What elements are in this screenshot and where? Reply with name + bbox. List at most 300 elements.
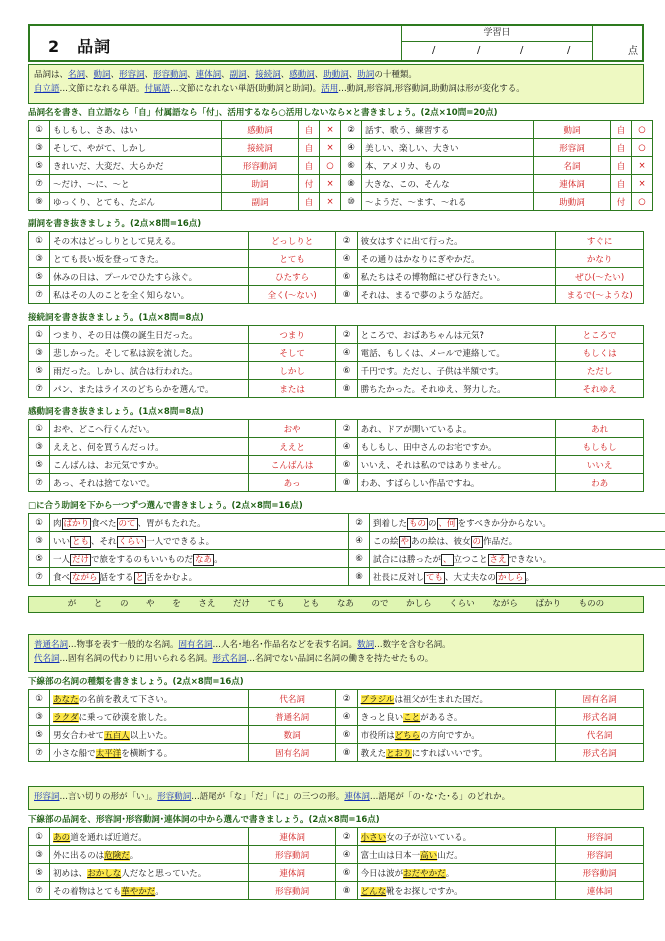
question-text xyxy=(370,532,665,550)
table-row xyxy=(29,438,644,456)
question-number: ⑦ xyxy=(29,474,50,492)
section4-table xyxy=(28,419,644,492)
sentence-part: 作品だ。 xyxy=(483,536,518,547)
answer: それゆえ xyxy=(556,380,644,398)
question-number: ③ xyxy=(29,344,50,362)
word-bank-item: くらい xyxy=(449,599,475,609)
sentence-part: 山だ。 xyxy=(437,850,463,861)
question-number: ④ xyxy=(336,250,357,268)
answer-conjugation: ○ xyxy=(320,157,341,175)
answer: つまり xyxy=(248,326,336,344)
question-number: ④ xyxy=(336,708,357,726)
answer: 形容詞 xyxy=(556,846,644,864)
question-number: ⑦ xyxy=(29,380,50,398)
sentence-part: 肉 xyxy=(53,518,62,529)
question-text xyxy=(50,828,249,846)
sentence-part: 市役所は xyxy=(360,730,395,741)
sentence-part: 食べた xyxy=(91,518,117,529)
section5-table xyxy=(28,513,665,586)
table-row xyxy=(29,380,644,398)
table-row xyxy=(29,121,653,139)
intro-text: 品詞は、 xyxy=(34,70,69,80)
date-slashes xyxy=(402,42,592,60)
word-bank-item: とも xyxy=(302,599,320,609)
intro-text: …語尾が「の･な･た･る」のどれか。 xyxy=(369,792,511,802)
sentence-part: 、それ xyxy=(91,536,117,547)
intro-text: の十種類。 xyxy=(374,70,417,80)
table-row xyxy=(29,690,644,708)
question-number: ③ xyxy=(29,532,50,550)
table-row xyxy=(29,362,644,380)
sentence-part: あの絵は、彼女 xyxy=(411,536,471,547)
particle-box: 、何 xyxy=(438,518,456,529)
answer-independence: 付 xyxy=(611,193,632,211)
table-row xyxy=(29,550,665,568)
answer: いいえ xyxy=(556,456,644,474)
question-number: ⑥ xyxy=(341,157,362,175)
question-text: 休みの日は、プールでひたすら泳ぐ。 xyxy=(50,268,249,286)
highlighted-word: おだやかだ xyxy=(403,868,446,879)
question-text xyxy=(50,532,349,550)
answer: 感動詞 xyxy=(222,121,299,139)
answer: 固有名詞 xyxy=(556,690,644,708)
answer: 形容動詞 xyxy=(556,864,644,882)
sentence-part: 一人でできるよ。 xyxy=(146,536,215,547)
particle-word-bank xyxy=(28,596,644,613)
question-number: ⑧ xyxy=(349,568,370,586)
sentence-part: 小さな船で xyxy=(53,748,96,759)
sentence-part: 社長に反対し xyxy=(373,572,425,583)
answer: 連体詞 xyxy=(534,175,611,193)
sentence-part: の方向ですか。 xyxy=(420,730,480,741)
question-text: 大きな、この、そんな xyxy=(362,175,534,193)
question-text: あれ、ドアが開いているよ。 xyxy=(357,420,556,438)
sentence-part: の名前を教えて下さい。 xyxy=(78,694,173,705)
intro-text: …文節になれる単語。 xyxy=(59,84,145,94)
keyword: 形容動詞 xyxy=(153,70,188,80)
answer: ぜひ(～たい) xyxy=(556,268,644,286)
answer: かなり xyxy=(556,250,644,268)
section6-heading: 下線部の名詞の種類を書きましょう。(2点×8問=16点) xyxy=(28,677,244,687)
answer-independence: 自 xyxy=(299,193,320,211)
question-number: ① xyxy=(29,690,50,708)
question-text xyxy=(357,690,556,708)
answer: 連体詞 xyxy=(556,882,644,900)
answer-independence: 自 xyxy=(611,121,632,139)
highlighted-word: とおり xyxy=(386,748,412,759)
question-number: ① xyxy=(29,326,50,344)
question-text xyxy=(357,744,556,762)
answer: しかし xyxy=(248,362,336,380)
question-number: ⑥ xyxy=(349,550,370,568)
answer-conjugation: × xyxy=(320,139,341,157)
question-text: そして、やがて、しかし xyxy=(50,139,222,157)
question-number: ⑤ xyxy=(29,456,50,474)
sentence-part: 道を通れば近道だ。 xyxy=(70,832,147,843)
question-number: ⑤ xyxy=(29,864,50,882)
question-text xyxy=(370,514,665,532)
word-bank-item: ばかり xyxy=(535,599,562,609)
table-row xyxy=(29,846,644,864)
answer: ええと xyxy=(248,438,336,456)
keyword: 連体詞 xyxy=(344,792,370,802)
question-text xyxy=(50,864,249,882)
section5-heading: □に合う助詞を下から一つずつ選んで書きましょう。(2点×8問=16点) xyxy=(28,501,303,511)
date-label: 学習日 xyxy=(402,26,592,42)
question-number: ⑥ xyxy=(336,456,357,474)
particle-box: と xyxy=(135,572,145,583)
word-bank-item: が xyxy=(67,599,77,609)
intro-text: 、 xyxy=(280,70,290,80)
question-text: 勝ちたかった。それゆえ、努力した。 xyxy=(357,380,556,398)
keyword: 形容詞 xyxy=(34,792,60,802)
sentence-part: きっと良い xyxy=(360,712,404,723)
keyword: 形式名詞 xyxy=(212,654,247,664)
sentence-part: 富士山は日本一 xyxy=(360,850,421,861)
question-number: ② xyxy=(341,121,362,139)
answer-conjugation: × xyxy=(632,175,653,193)
question-number: ⑦ xyxy=(29,744,50,762)
word-bank-item: ても xyxy=(267,599,285,609)
question-number: ④ xyxy=(349,532,370,550)
sentence-part: 舌をかむよ。 xyxy=(146,572,198,583)
particle-box: さえ xyxy=(489,554,507,565)
table-row xyxy=(29,568,665,586)
date-slash: / xyxy=(432,45,436,56)
answer: もしくは xyxy=(556,344,644,362)
answer: ひたすら xyxy=(248,268,336,286)
intro-text: 、 xyxy=(348,70,358,80)
keyword: 形容詞 xyxy=(119,70,145,80)
question-number: ④ xyxy=(336,344,357,362)
sentence-part: 靴をお探しですか。 xyxy=(386,886,463,897)
noun-intro-line-2 xyxy=(34,652,638,666)
section6-table xyxy=(28,689,644,762)
question-number: ④ xyxy=(336,438,357,456)
keyword: 接続詞 xyxy=(255,70,281,80)
highlighted-word: 高い xyxy=(420,850,438,861)
word-bank-item: かしら xyxy=(406,599,432,609)
answer-conjugation: ○ xyxy=(632,121,653,139)
question-text: わあ、すばらしい作品ですね。 xyxy=(357,474,556,492)
question-number: ⑦ xyxy=(29,175,50,193)
keyword: 代名詞 xyxy=(34,654,60,664)
section7-heading: 下線部の品詞を、形容詞･形容動詞･連体詞の中から選んで書きましょう。(2点×8問=16点) xyxy=(28,815,380,825)
question-text xyxy=(357,864,556,882)
question-text: その通りはかなりにぎやかだ。 xyxy=(357,250,556,268)
section1-table xyxy=(28,120,653,211)
question-text xyxy=(357,882,556,900)
word-bank-item: を xyxy=(172,599,181,609)
question-text: おや、どこへ行くんだい。 xyxy=(50,420,249,438)
question-text: いいえ、それは私のではありません。 xyxy=(357,456,556,474)
answer-independence: 自 xyxy=(611,139,632,157)
keyword: 名詞 xyxy=(68,70,86,80)
highlighted-word: 五百人 xyxy=(104,730,130,741)
answer: すぐに xyxy=(556,232,644,250)
answer-independence: 自 xyxy=(299,121,320,139)
sentence-part: 。 xyxy=(155,886,164,897)
keyword: 感動詞 xyxy=(289,70,315,80)
sentence-part: 。 xyxy=(525,572,535,583)
table-row xyxy=(29,344,644,362)
question-number: ⑧ xyxy=(336,744,357,762)
intro-box xyxy=(28,64,644,104)
particle-box: や xyxy=(400,536,410,547)
table-row xyxy=(29,232,644,250)
keyword: 付属語 xyxy=(144,84,171,94)
sentence-part: 以上いた。 xyxy=(129,730,173,741)
word-bank-item: ながら xyxy=(492,599,518,609)
answer-conjugation: ○ xyxy=(632,139,653,157)
table-row xyxy=(29,250,644,268)
answer: ただし xyxy=(556,362,644,380)
question-text: ～ようだ、～ます、～れる xyxy=(362,193,534,211)
sentence-part: 立つこと xyxy=(453,554,488,565)
sentence-part: 女の子が泣いている。 xyxy=(386,832,472,843)
answer: 普通名詞 xyxy=(248,708,336,726)
keyword: 固有名詞 xyxy=(178,640,213,650)
table-row xyxy=(29,326,644,344)
answer: 動詞 xyxy=(534,121,611,139)
question-text: とても長い坂を登ってきた。 xyxy=(50,250,249,268)
question-text xyxy=(50,744,249,762)
keyword: 連体詞 xyxy=(195,70,222,80)
answer-conjugation: × xyxy=(320,193,341,211)
particle-box: ながら xyxy=(72,572,98,583)
answer: 副詞 xyxy=(222,193,299,211)
intro-text: 、 xyxy=(246,70,256,80)
question-number: ④ xyxy=(341,139,362,157)
question-number: ⑧ xyxy=(336,286,357,304)
question-number: ⑦ xyxy=(29,882,50,900)
question-number: ③ xyxy=(29,250,50,268)
intro-text: 、 xyxy=(85,70,94,80)
question-text: もしもし、田中さんのお宅ですか。 xyxy=(357,438,556,456)
question-number: ② xyxy=(336,232,357,250)
answer: あっ xyxy=(248,474,336,492)
particle-box: 、 xyxy=(443,554,452,565)
answer: 固有名詞 xyxy=(248,744,336,762)
question-number: ⑦ xyxy=(29,286,50,304)
question-text: ところで、おばあちゃんは元気? xyxy=(357,326,556,344)
answer-independence: 付 xyxy=(299,175,320,193)
answer: そして xyxy=(248,344,336,362)
question-text xyxy=(50,726,249,744)
sentence-part: 試合には勝ったが xyxy=(373,554,442,565)
question-number: ⑩ xyxy=(341,193,362,211)
intro-text: …物事を表す一般的な名詞。 xyxy=(68,640,179,650)
date-slash: / xyxy=(567,45,571,56)
intro-text: 、 xyxy=(314,70,324,80)
intro-text: 、 xyxy=(144,70,154,80)
answer-independence: 自 xyxy=(611,175,632,193)
highlighted-word: 危険だ xyxy=(104,850,130,861)
highlighted-word: おかしな xyxy=(87,868,122,879)
particle-box: なあ xyxy=(195,554,213,565)
intro-text: …動詞,形容詞,形容動詞,助動詞は形が変化する。 xyxy=(338,84,525,94)
word-bank-item: ので xyxy=(371,599,389,609)
sentence-part: 、大丈夫なの xyxy=(445,572,497,583)
keyword: 助詞 xyxy=(357,70,375,80)
question-text: 話す、歌う、練習する xyxy=(362,121,534,139)
header-box xyxy=(28,24,644,62)
table-row xyxy=(29,193,653,211)
sentence-part: 。 xyxy=(129,850,139,861)
table-row xyxy=(29,514,665,532)
question-text: つまり、その日は僕の誕生日だった。 xyxy=(50,326,249,344)
question-number: ⑤ xyxy=(29,268,50,286)
intro-text: 、 xyxy=(221,70,230,80)
word-bank-item: と xyxy=(93,599,103,609)
sentence-part: 初めは、 xyxy=(53,868,88,879)
particle-box: とも xyxy=(72,536,90,547)
section1-heading: 品詞名を書き、自立語なら「自」付属語なら「付」、活用するなら○活用しないなら×と書きましょう。(2点×10問=20点) xyxy=(28,108,498,118)
question-number: ② xyxy=(336,420,357,438)
question-number: ② xyxy=(349,514,370,532)
question-number: ⑥ xyxy=(336,362,357,380)
intro-text: …名詞でない品詞に名詞の働きを持たせたもの。 xyxy=(246,654,434,664)
question-text: きれいだ、大変だ、大らかだ xyxy=(50,157,222,175)
question-number: ⑧ xyxy=(336,882,357,900)
question-number: ⑤ xyxy=(29,726,50,744)
answer: 数詞 xyxy=(248,726,336,744)
highlighted-word: 太平洋 xyxy=(95,748,122,759)
question-text: その木はどっしりとして見える。 xyxy=(50,232,249,250)
answer: もしもし xyxy=(556,438,644,456)
question-text: 美しい、楽しい、大きい xyxy=(362,139,534,157)
answer: 形容動詞 xyxy=(248,846,336,864)
answer: 助詞 xyxy=(222,175,299,193)
word-bank-item: だけ xyxy=(233,599,251,609)
answer-independence: 自 xyxy=(611,157,632,175)
sentence-part: 話をする xyxy=(99,572,134,583)
answer: あれ xyxy=(556,420,644,438)
sentence-part: 今日は波が xyxy=(360,868,404,879)
table-row xyxy=(29,420,644,438)
highlighted-word: こと xyxy=(403,712,421,723)
sentence-part: 到着した xyxy=(373,518,408,529)
question-text: あっ、それは捨てないで。 xyxy=(50,474,249,492)
question-text: 千円です。ただし、子供は半額です。 xyxy=(357,362,556,380)
question-text xyxy=(50,550,349,568)
score-suffix: 点 xyxy=(628,46,638,57)
answer-independence: 自 xyxy=(299,157,320,175)
question-text: 本、アメリカ、もの xyxy=(362,157,534,175)
table-row xyxy=(29,268,644,286)
question-number: ① xyxy=(29,121,50,139)
answer: 接続詞 xyxy=(222,139,299,157)
particle-box: のて xyxy=(118,518,136,529)
table-row xyxy=(29,532,665,550)
answer: 形容動詞 xyxy=(222,157,299,175)
question-number: ① xyxy=(29,514,50,532)
question-number: ③ xyxy=(29,139,50,157)
answer: こんばんは xyxy=(248,456,336,474)
sentence-part: に乗って砂漠を旅した。 xyxy=(78,712,173,723)
sentence-part: 一人 xyxy=(53,554,71,565)
question-number: ④ xyxy=(336,846,357,864)
question-number: ⑤ xyxy=(29,157,50,175)
answer: とても xyxy=(248,250,336,268)
particle-box: ても xyxy=(426,572,444,583)
section4-heading: 感動詞を書き抜きましょう。(1点×8問=8点) xyxy=(28,407,204,417)
section2-heading: 副詞を書き抜きましょう。(2点×8問=16点) xyxy=(28,219,202,229)
sentence-part: 、胃がもたれた。 xyxy=(137,518,206,529)
intro-text: 、 xyxy=(110,70,120,80)
particle-box: かしら xyxy=(498,572,524,583)
question-number: ⑥ xyxy=(336,726,357,744)
page-title: 2 品詞 xyxy=(48,37,112,56)
answer: 連体詞 xyxy=(248,828,336,846)
question-number: ① xyxy=(29,232,50,250)
question-number: ② xyxy=(336,326,357,344)
question-number: ⑨ xyxy=(29,193,50,211)
question-number: ⑧ xyxy=(336,380,357,398)
sentence-part: で旅をするのもいいものだ xyxy=(91,554,194,565)
question-number: ③ xyxy=(29,708,50,726)
answer: 形容動詞 xyxy=(248,882,336,900)
question-number: ⑦ xyxy=(29,568,50,586)
question-number: ⑤ xyxy=(29,362,50,380)
sentence-part: があるさ。 xyxy=(420,712,463,723)
question-text: ～だけ、～に、～と xyxy=(50,175,222,193)
question-number: ⑧ xyxy=(336,474,357,492)
sentence-part: の xyxy=(428,518,437,529)
sentence-part: できない。 xyxy=(508,554,552,565)
highlighted-word: あなた xyxy=(53,694,79,705)
question-text xyxy=(50,690,249,708)
question-text: パン、またはライスのどちらかを選んで。 xyxy=(50,380,249,398)
particle-box: もの xyxy=(409,518,427,529)
question-number: ② xyxy=(336,690,357,708)
answer-conjugation: × xyxy=(632,157,653,175)
table-row xyxy=(29,828,644,846)
question-text xyxy=(370,568,665,586)
intro-line-1 xyxy=(34,68,638,82)
keyword: 形容動詞 xyxy=(157,792,192,802)
answer: 連体詞 xyxy=(248,864,336,882)
question-text xyxy=(50,708,249,726)
intro-text: …語尾が「な」「だ」「に」の三つの形。 xyxy=(191,792,345,802)
highlighted-word: どんな xyxy=(360,886,387,897)
question-number: ⑧ xyxy=(341,175,362,193)
answer: どっしりと xyxy=(248,232,336,250)
word-bank-item: なあ xyxy=(336,599,354,609)
highlighted-word: ラクダ xyxy=(53,712,79,723)
sentence-part: この絵 xyxy=(373,536,399,547)
table-row xyxy=(29,864,644,882)
sentence-part: 人だなと思っていた。 xyxy=(121,868,207,879)
question-text: ゆっくり、とても、たぶん xyxy=(50,193,222,211)
question-text xyxy=(357,828,556,846)
highlighted-word: あの xyxy=(53,832,71,843)
intro-text: …数字を含む名詞。 xyxy=(374,640,451,650)
section3-table xyxy=(28,325,644,398)
question-text: こんばんは、お元気ですか。 xyxy=(50,456,249,474)
table-row xyxy=(29,286,644,304)
particle-box: だけ xyxy=(72,554,90,565)
highlighted-word: 小さい xyxy=(360,832,387,843)
answer: 助動詞 xyxy=(534,193,611,211)
question-text: ええと、何を買うんだっけ。 xyxy=(50,438,249,456)
sentence-part: にすればいいです。 xyxy=(411,748,488,759)
highlighted-word: ブラジル xyxy=(360,694,395,705)
answer: 名詞 xyxy=(534,157,611,175)
question-text xyxy=(370,550,665,568)
word-bank-item: さえ xyxy=(198,599,216,609)
word-bank-item: ものの xyxy=(578,599,605,609)
